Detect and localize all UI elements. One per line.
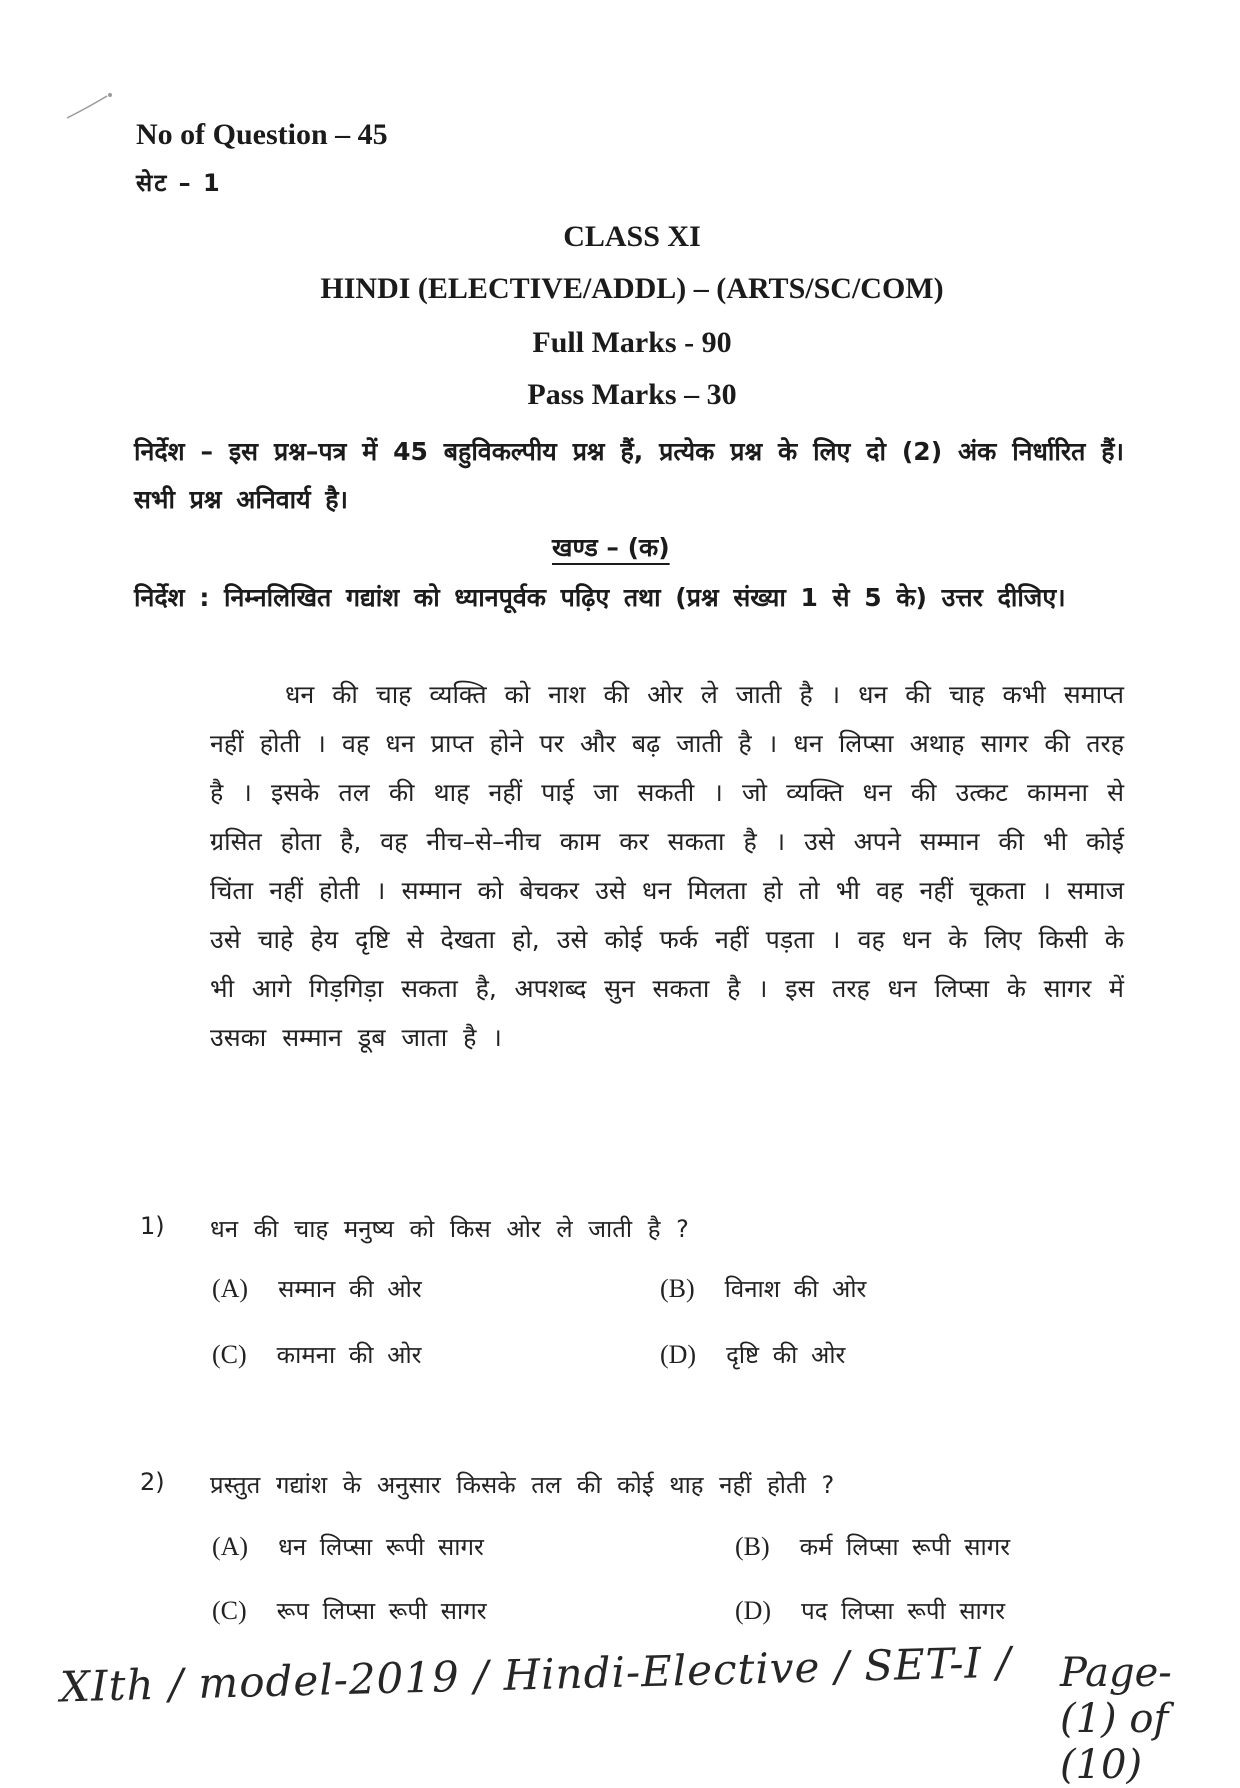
question-text: प्रस्तुत गद्यांश के अनुसार किसके तल की कोई थाह नहीं होती ? [210,1471,835,1499]
option-text: विनाश की ओर [724,1275,867,1303]
general-instructions: निर्देश – इस प्रश्न–पत्र में 45 बहुविकल्पीय प्रश्न हैं, प्रत्येक प्रश्न के लिए दो (2) अंक निर्धारित हैं। सभी प्रश्न अनिवार्य है। [134,437,1124,514]
q2-option-d [735,1594,1005,1627]
option-text: सम्मान की ओर [278,1275,422,1303]
q1-option-c [212,1338,421,1371]
option-label: (A) [212,1274,249,1303]
handwritten-paper-code: XIth / model-2019 / Hindi-Elective / SET-I / [59,1637,1013,1712]
q2-option-c [212,1594,487,1627]
option-text: पद लिप्सा रूपी सागर [801,1597,1006,1625]
option-label: (B) [660,1274,695,1303]
subject-title: HINDI (ELECTIVE/ADDL) – (ARTS/SC/COM) [320,272,944,305]
option-label: (C) [212,1596,247,1625]
full-marks: Full Marks - 90 [532,326,732,359]
header-block [136,118,388,199]
pass-marks: Pass Marks – 30 [527,378,737,411]
question-count: No of Question – 45 [136,118,388,151]
question-number: 1) [140,1212,165,1240]
option-text: दृष्टि की ओर [726,1341,846,1369]
option-text: कामना की ओर [276,1341,422,1369]
option-label: (D) [735,1596,772,1625]
option-text: कर्म लिप्सा रूपी सागर [799,1533,1011,1561]
option-label: (A) [212,1532,249,1561]
section-heading: खण्ड – (क) [552,533,670,562]
option-label: (D) [660,1340,697,1369]
option-text: धन लिप्सा रूपी सागर [278,1533,484,1561]
section-instructions: निर्देश : निम्नलिखित गद्यांश को ध्यानपूर्वक पढ़िए तथा (प्रश्न संख्या 1 से 5 के) उत्तर दीजिए। [134,583,1066,612]
question-number: 2) [140,1468,165,1496]
option-label: (B) [735,1532,770,1561]
q1-option-b [660,1272,866,1305]
question-text: धन की चाह मनुष्य को किस ओर ले जाती है ? [210,1215,689,1243]
handwritten-footer [59,1637,1210,1788]
q1-option-a [212,1272,422,1305]
handwritten-page-number: Page-(1) of (10) [1060,1650,1172,1788]
pen-mark-icon [62,88,122,128]
option-label: (C) [212,1340,247,1369]
option-text: रूप लिप्सा रूपी सागर [276,1597,487,1625]
set-number: सेट – 1 [136,169,222,197]
reading-passage: धन की चाह व्यक्ति को नाश की ओर ले जाती है । धन की चाह कभी समाप्त नहीं होती । वह धन प्राप्त होने पर और बढ़ जाती है । धन लिप्सा अथाह सागर की तरह है । इसके तल की थाह नहीं पाई जा सकती । जो व्यक्ति धन की उत्कट कामना से ग्रसित होता है, वह नीच–से–नीच काम कर सकता है । उसे अपने सम्मान की भी कोई चिंता नहीं होती । सम्मान को बेचकर उसे धन मिलता हो तो भी वह नहीं चूकता । समाज उसे चाहे हेय दृष्टि से देखता हो, उसे कोई फर्क नहीं पड़ता । वह धन के लिए किसी के भी आगे गिड़गिड़ा सकता है, अपशब्द सुन सकता है । इस तरह धन लिप्सा के सागर में उसका सम्मान डूब जाता है । [210,680,1124,1052]
q2-option-b [735,1530,1010,1563]
class-title: CLASS XI [563,220,701,253]
q2-option-a [212,1530,484,1563]
q1-option-d [660,1338,845,1371]
